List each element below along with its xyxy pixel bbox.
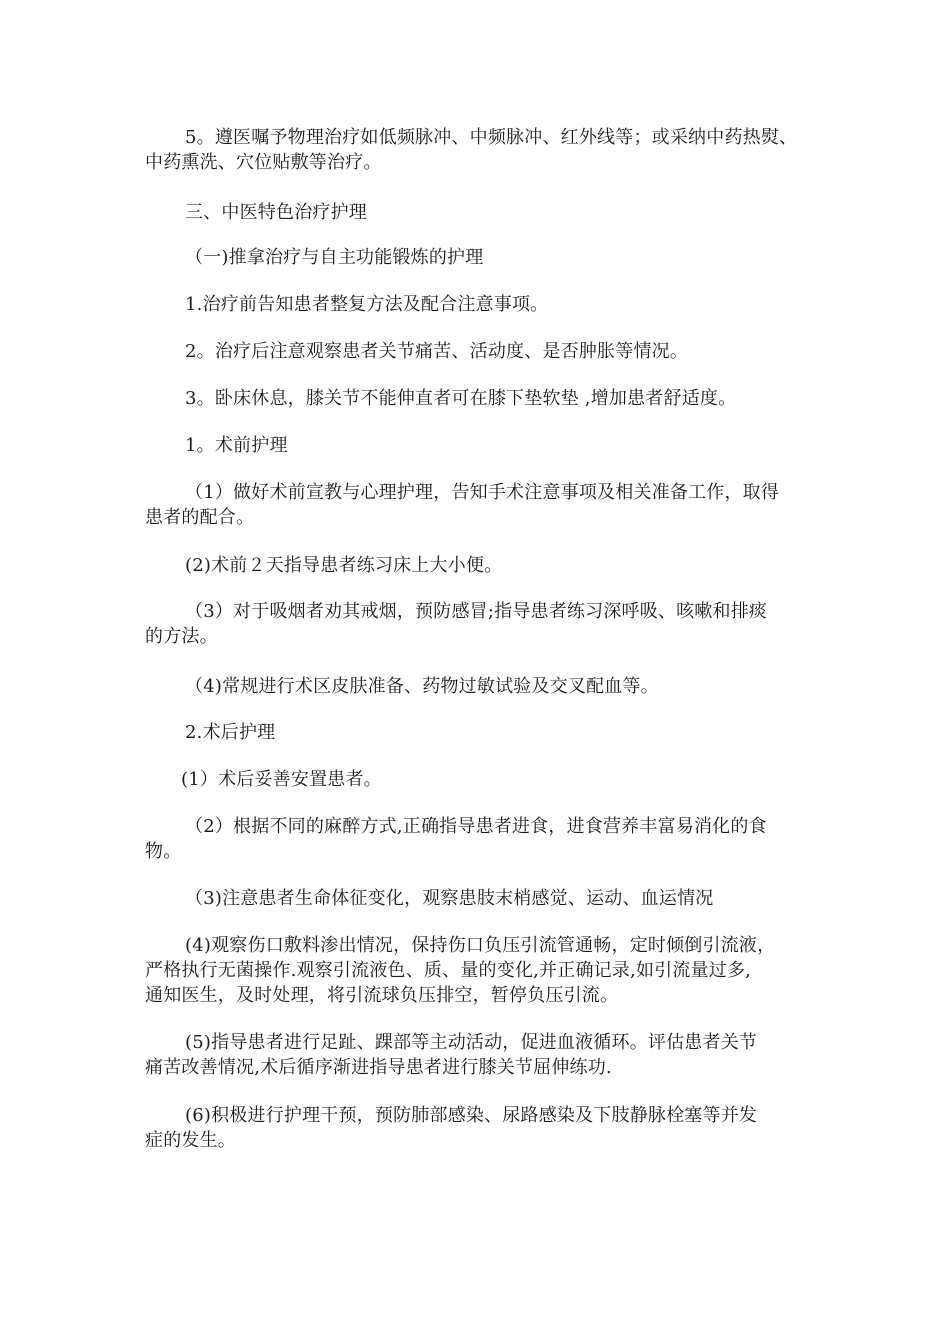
section-heading-tcm-care: [145, 200, 805, 225]
paragraph-line: （3)注意患者生命体征变化，观察患肢末梢感觉、运动、血运情况: [185, 888, 714, 909]
paragraph-line: 痛苦改善情况,术后循序渐进指导患者进行膝关节屈伸练功.: [145, 1057, 612, 1078]
postop-item-5: [145, 1030, 805, 1080]
heading-text: （一)推拿治疗与自主功能锻炼的护理: [185, 247, 484, 268]
heading-text: 2.术后护理: [185, 722, 276, 743]
subsection-heading-massage-care: [145, 245, 805, 270]
postop-item-1: [145, 767, 805, 792]
list-item-3: [145, 386, 805, 411]
preop-item-1: [145, 480, 805, 530]
paragraph-line: 2。治疗后注意观察患者关节痛苦、活动度、是否肿胀等情况。: [185, 341, 689, 362]
list-item-1: [145, 292, 805, 317]
paragraph-line: 严格执行无菌操作.观察引流液色、质、量的变化,并正确记录,如引流量过多,: [145, 960, 752, 981]
paragraph-line: 5。遵医嘱予物理治疗如低频脉冲、中频脉冲、红外线等；或采纳中药热熨、: [185, 127, 798, 148]
paragraph-line: (4)观察伤口敷料渗出情况，保持伤口负压引流管通畅，定时倾倒引流液，: [185, 935, 776, 956]
paragraph-line: (1）术后妥善安置患者。: [181, 769, 382, 790]
subheading-postop-care: [145, 720, 805, 745]
preop-item-2: [145, 553, 805, 578]
paragraph-line: (2)术前２天指导患者练习床上大小便。: [185, 555, 503, 576]
paragraph-line: 症的发生。: [145, 1130, 236, 1151]
postop-item-6: [145, 1103, 805, 1153]
paragraph-line: (6)积极进行护理干预，预防肺部感染、尿路感染及下肢静脉栓塞等并发: [185, 1105, 758, 1126]
paragraph-line: (5)指导患者进行足趾、踝部等主动活动，促进血液循环。评估患者关节: [185, 1032, 758, 1053]
paragraph-line: 3。卧床休息，膝关节不能伸直者可在膝下垫软垫 ,增加患者舒适度。: [185, 388, 737, 409]
heading-text: 三、中医特色治疗护理: [185, 202, 367, 223]
paragraph-line: （3）对于吸烟者劝其戒烟，预防感冒;指导患者练习深呼吸、咳嗽和排痰: [185, 601, 768, 622]
postop-item-4: [145, 933, 805, 1008]
subheading-preop-care: [145, 433, 805, 458]
paragraph-line: 物。: [145, 841, 182, 862]
paragraph-line: 中药熏洗、穴位贴敷等治疗。: [145, 152, 382, 173]
postop-item-3: [145, 886, 805, 911]
paragraph-line: 1.治疗前告知患者整复方法及配合注意事项。: [185, 294, 549, 315]
paragraph-line: （1）做好术前宣教与心理护理，告知手术注意事项及相关准备工作，取得: [185, 482, 780, 503]
paragraph-line: 的方法。: [145, 626, 218, 647]
paragraph-line: 通知医生，及时处理，将引流球负压排空，暂停负压引流。: [145, 985, 619, 1006]
paragraph-line: 患者的配合。: [145, 507, 255, 528]
preop-item-3: [145, 599, 805, 649]
heading-text: 1。术前护理: [185, 435, 288, 456]
list-item-2: [145, 339, 805, 364]
postop-item-2: [145, 814, 805, 864]
paragraph-line: （2）根据不同的麻醉方式,正确指导患者进食，进食营养丰富易消化的食: [185, 816, 767, 837]
paragraph-line: （4)常规进行术区皮肤准备、药物过敏试验及交叉配血等。: [185, 676, 659, 697]
paragraph-physical-therapy: [145, 125, 805, 175]
preop-item-4: [145, 674, 805, 699]
